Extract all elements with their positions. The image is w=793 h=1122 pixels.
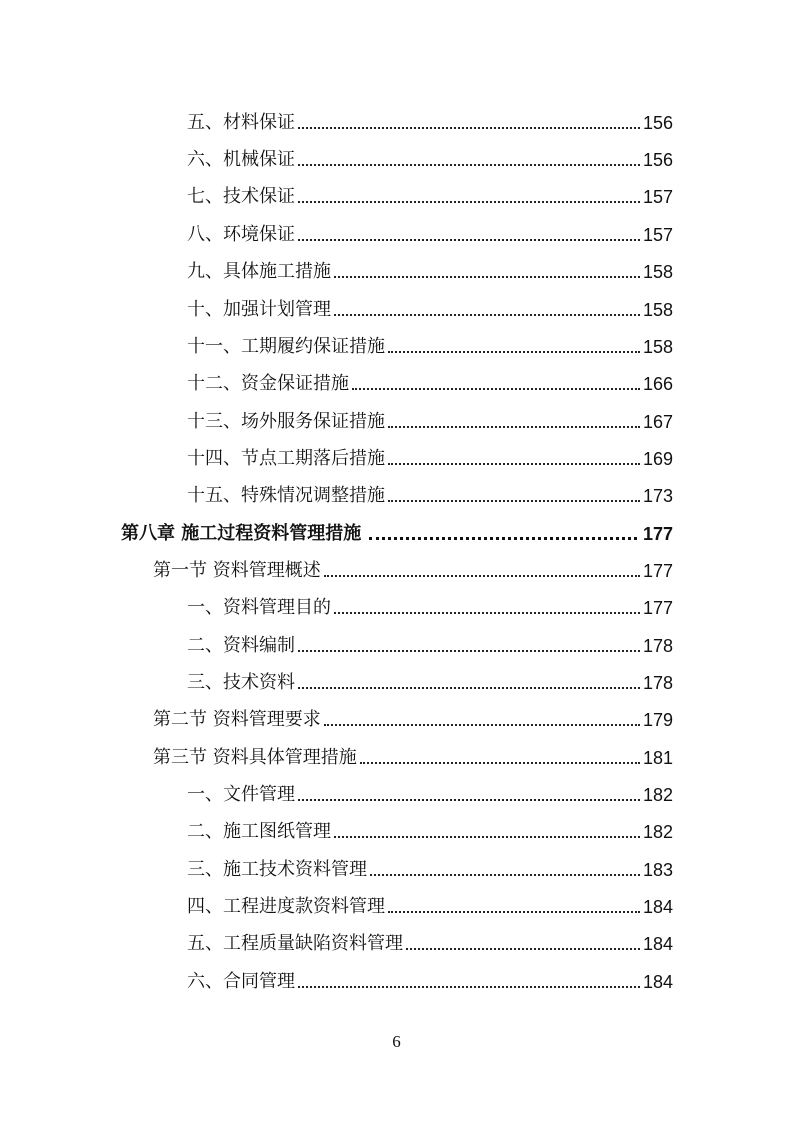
toc-entry[interactable] [187, 253, 673, 283]
toc-entry[interactable] [187, 328, 673, 358]
toc-entry[interactable] [187, 627, 673, 657]
toc-entry-title: 三、技术资料 [187, 672, 295, 693]
toc-page-number: 167 [642, 412, 673, 432]
toc-section-entry[interactable] [153, 552, 673, 582]
toc-entry[interactable] [187, 813, 673, 843]
toc-page-number: 179 [642, 710, 673, 730]
toc-page-number: 158 [642, 300, 673, 320]
toc-dot-leader [298, 650, 640, 652]
toc-entry-title: 八、环境保证 [187, 224, 295, 245]
toc-entry-title: 五、工程质量缺陷资料管理 [187, 933, 403, 954]
toc-entry-title: 十四、节点工期落后措施 [187, 448, 385, 469]
toc-dot-leader [298, 986, 640, 988]
toc-entry-title: 十二、资金保证措施 [187, 373, 349, 394]
toc-dot-leader [324, 575, 640, 577]
toc-entry[interactable] [187, 851, 673, 881]
toc-page-number: 157 [642, 187, 673, 207]
toc-entry[interactable] [187, 291, 673, 321]
toc-entry-title: 五、材料保证 [187, 112, 295, 133]
toc-entry[interactable] [187, 477, 673, 507]
toc-dot-leader [298, 127, 640, 129]
toc-entry[interactable] [187, 925, 673, 955]
toc-dot-leader [388, 911, 640, 913]
toc-entry[interactable] [187, 178, 673, 208]
toc-entry-title: 二、资料编制 [187, 635, 295, 656]
toc-dot-leader [370, 874, 640, 876]
toc-dot-leader [324, 724, 640, 726]
toc-entry-title: 一、资料管理目的 [187, 597, 331, 618]
toc-dot-leader [388, 463, 640, 465]
toc-entry-title: 一、文件管理 [187, 784, 295, 805]
toc-entry-title: 六、合同管理 [187, 971, 295, 992]
toc-dot-leader [298, 201, 640, 203]
toc-page-number: 177 [642, 524, 673, 544]
toc-page-number: 173 [642, 486, 673, 506]
toc-section-title: 第二节 资料管理要求 [153, 709, 321, 730]
toc-entry[interactable] [187, 141, 673, 171]
toc-page-number: 181 [642, 748, 673, 768]
toc-dot-leader [388, 351, 640, 353]
toc-page-number: 166 [642, 374, 673, 394]
toc-dot-leader [360, 762, 640, 764]
toc-dot-leader [334, 612, 640, 614]
toc-page-number: 156 [642, 113, 673, 133]
toc-page-number: 158 [642, 262, 673, 282]
toc-entry[interactable] [187, 963, 673, 993]
toc-page-number: 184 [642, 934, 673, 954]
toc-entry[interactable] [187, 888, 673, 918]
toc-dot-leader [334, 314, 640, 316]
toc-entry-title: 四、工程进度款资料管理 [187, 896, 385, 917]
toc-page-number: 184 [642, 897, 673, 917]
toc-page-number: 158 [642, 337, 673, 357]
toc-entry[interactable] [187, 776, 673, 806]
toc-dot-leader [298, 239, 640, 241]
toc-page-number: 157 [642, 225, 673, 245]
toc-section-entry[interactable] [153, 739, 673, 769]
toc-page-number: 178 [642, 673, 673, 693]
toc-page-number: 183 [642, 860, 673, 880]
toc-dot-leader [406, 948, 640, 950]
toc-entry-title: 二、施工图纸管理 [187, 821, 331, 842]
toc-entry[interactable] [187, 365, 673, 395]
toc-page-number: 169 [642, 449, 673, 469]
toc-dot-leader [334, 836, 640, 838]
toc-page-number: 184 [642, 972, 673, 992]
toc-entry-title: 七、技术保证 [187, 186, 295, 207]
toc-section-title: 第三节 资料具体管理措施 [153, 747, 357, 768]
toc-section-title: 第一节 资料管理概述 [153, 560, 321, 581]
toc-chapter-title: 第八章 施工过程资料管理措施 [121, 523, 362, 544]
toc-dot-leader [334, 276, 640, 278]
toc-chapter-entry[interactable] [121, 515, 673, 545]
toc-page-number: 182 [642, 785, 673, 805]
toc-entry[interactable] [187, 440, 673, 470]
toc-page-number: 156 [642, 150, 673, 170]
toc-entry-title: 九、具体施工措施 [187, 261, 331, 282]
toc-entry[interactable] [187, 104, 673, 134]
toc-entry[interactable] [187, 589, 673, 619]
toc-entry-title: 十一、工期履约保证措施 [187, 336, 385, 357]
toc-page-number: 177 [642, 561, 673, 581]
toc-page-number: 178 [642, 636, 673, 656]
toc-entry-title: 十五、特殊情况调整措施 [187, 485, 385, 506]
toc-page-number: 177 [642, 598, 673, 618]
toc-entry[interactable] [187, 216, 673, 246]
toc-dot-leader [298, 687, 640, 689]
toc-section-entry[interactable] [153, 701, 673, 731]
toc-entry[interactable] [187, 664, 673, 694]
toc-dot-leader [388, 500, 640, 502]
toc-entry-title: 十、加强计划管理 [187, 299, 331, 320]
page-footer-number: 6 [392, 1032, 401, 1051]
toc-dot-leader [369, 537, 637, 540]
toc-dot-leader [298, 799, 640, 801]
toc-entry-title: 三、施工技术资料管理 [187, 859, 367, 880]
toc-page-number: 182 [642, 822, 673, 842]
toc-entry-title: 六、机械保证 [187, 149, 295, 170]
toc-dot-leader [352, 388, 640, 390]
toc-dot-leader [388, 426, 640, 428]
toc-entry-title: 十三、场外服务保证措施 [187, 411, 385, 432]
toc-entry[interactable] [187, 403, 673, 433]
toc-dot-leader [298, 164, 640, 166]
